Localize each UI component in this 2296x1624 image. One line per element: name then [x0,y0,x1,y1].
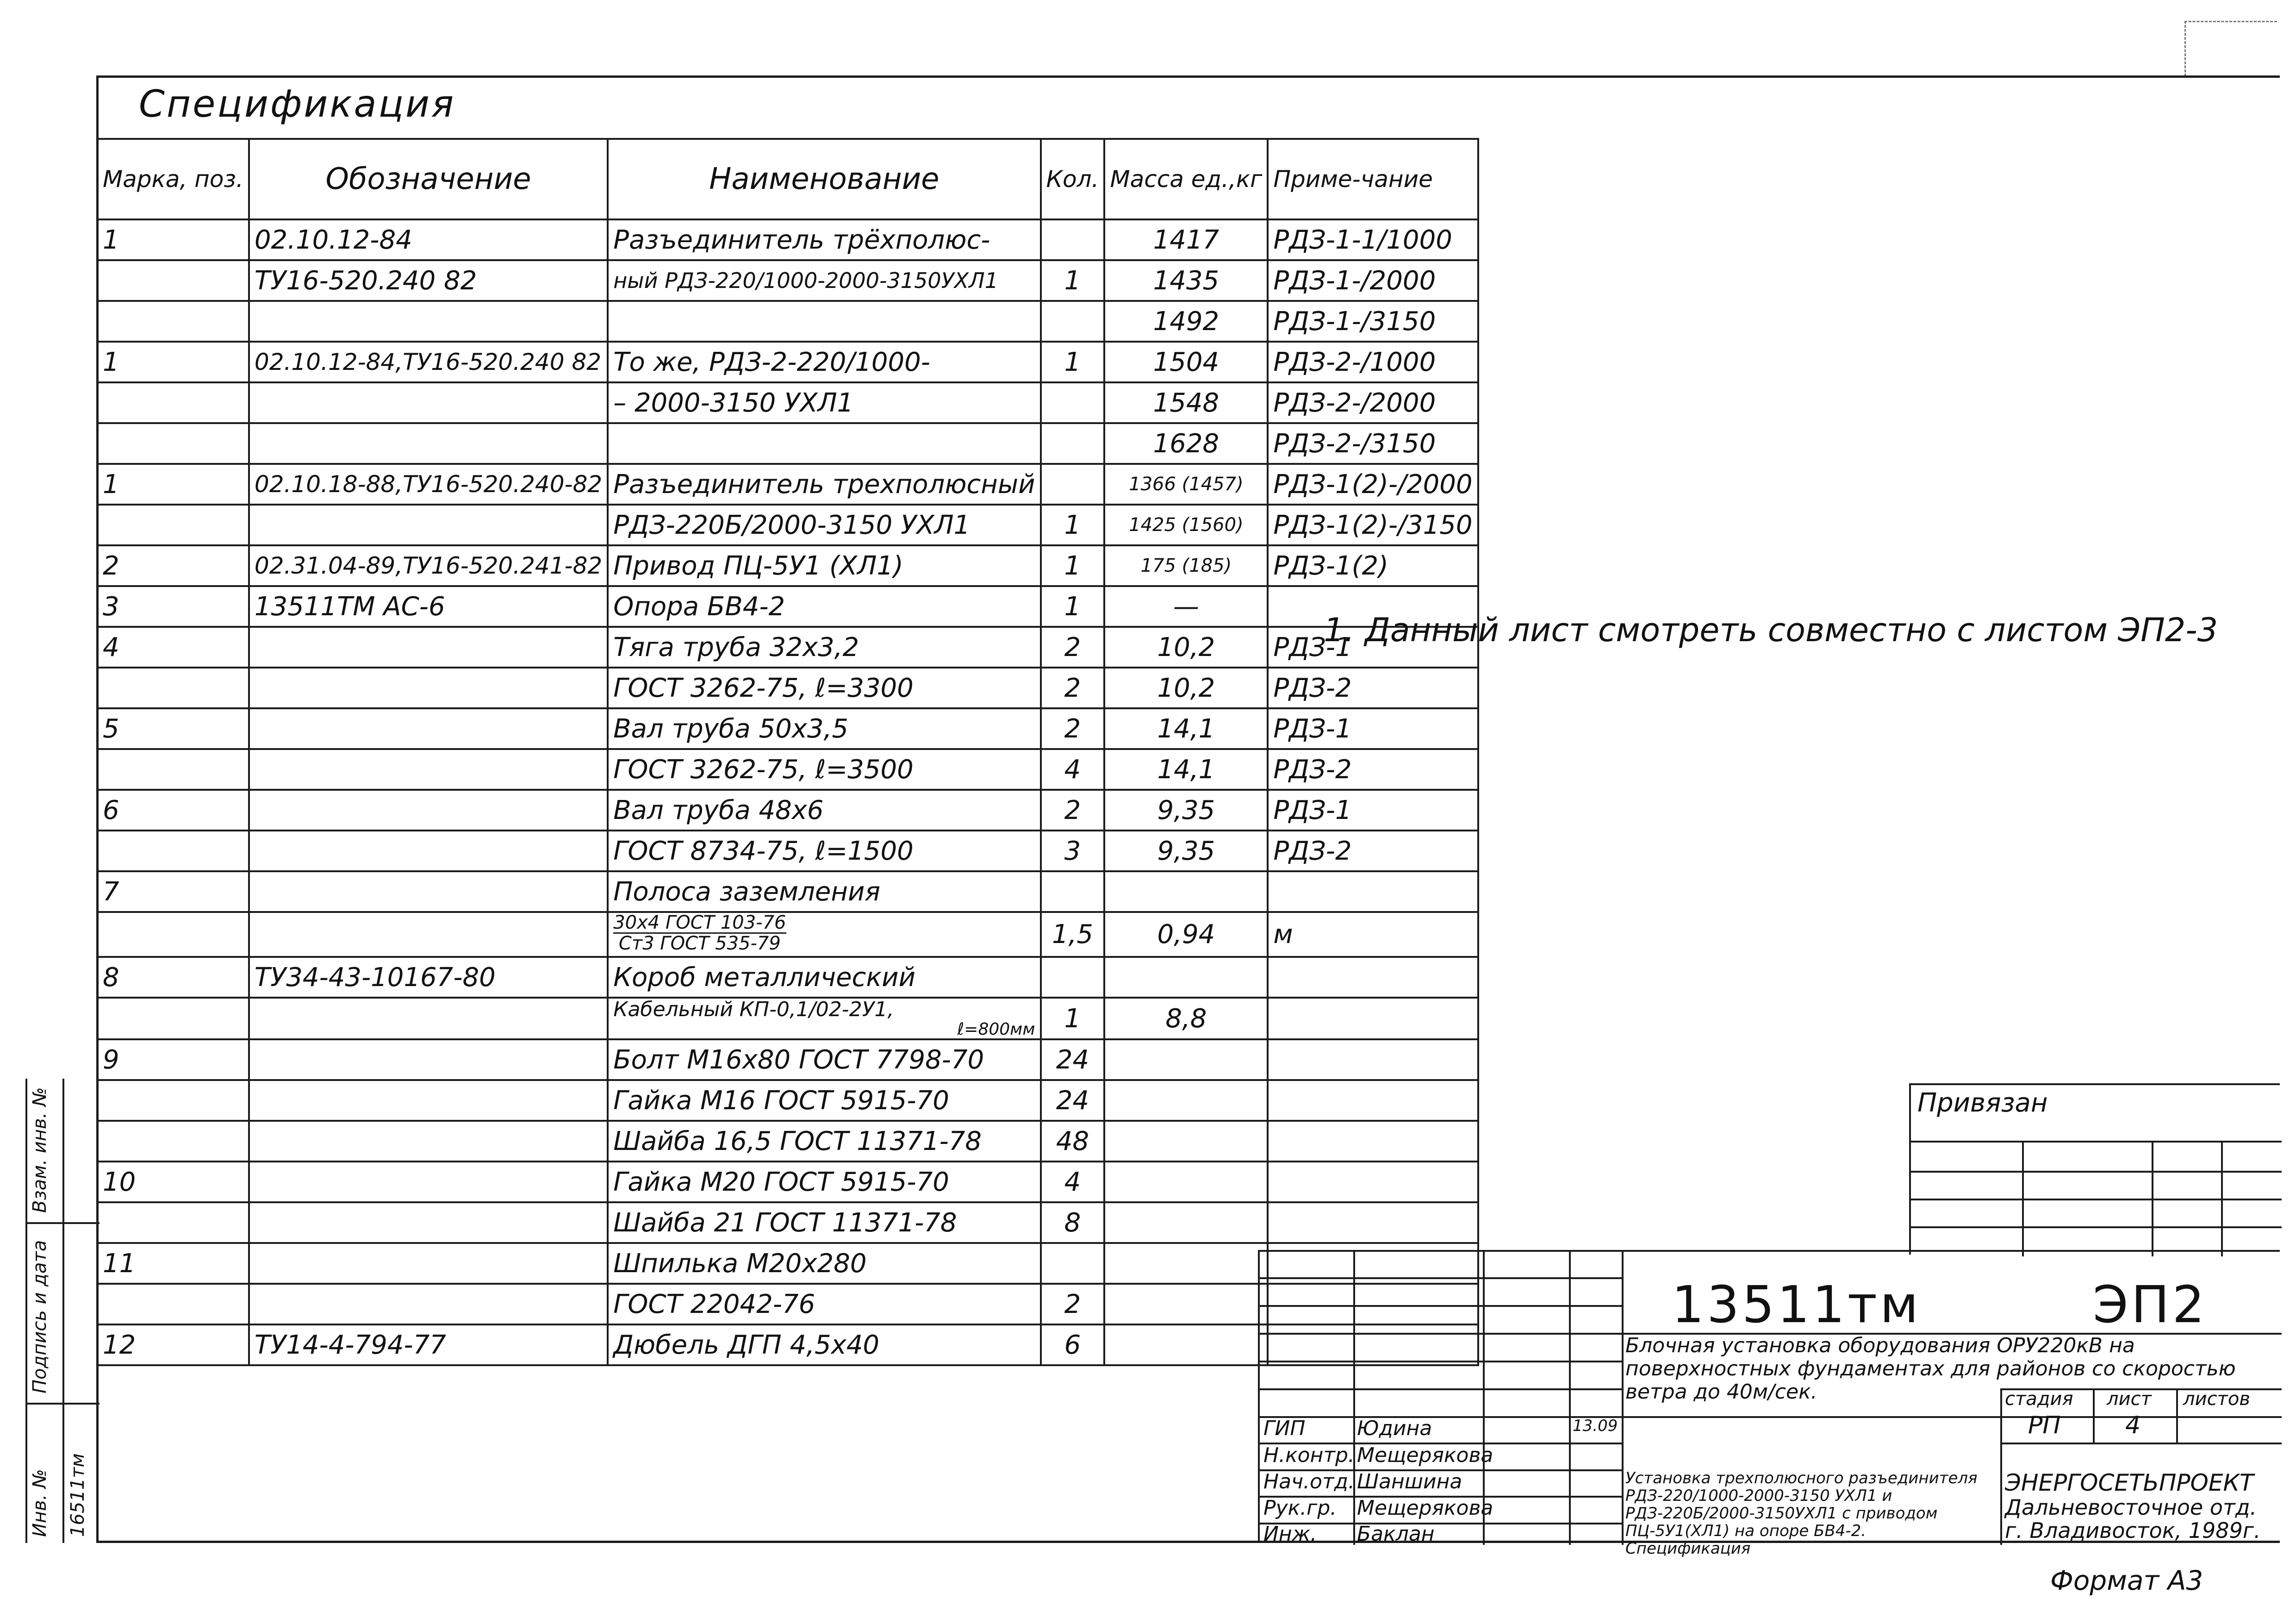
cell-note [1268,1162,1478,1202]
table-row [97,1202,1478,1243]
cell-name: – 2000-3150 УХЛ1 [608,382,1040,423]
tb-grid-line [1260,1277,1622,1279]
cell-name: Привод ПЦ-5У1 (ХЛ1) [608,545,1040,586]
cell-designation [249,1039,608,1080]
table-row [97,342,1478,382]
table-row [97,831,1478,871]
cell-mass [1104,957,1268,998]
org-name: ЭНЕРГОСЕТЬПРОЕКТ [2005,1469,2254,1496]
cell-name: Шайба 21 ГОСТ 11371-78 [608,1202,1040,1243]
cell-note [1268,1202,1478,1243]
table-row [97,586,1478,627]
cell-mass: 1628 [1104,423,1268,464]
format-label: Формат А3 [2050,1565,2203,1596]
cell-name [608,301,1040,342]
cell-name: Короб металлический [608,957,1040,998]
cell-name-line: Кабельный КП-0,1/02-2У1, [613,998,894,1021]
inv-value: 16511тм [67,1453,88,1537]
cell-quantity [1041,301,1105,342]
cell-quantity [1041,871,1105,912]
spec-header-row [97,139,1478,219]
cell-name [608,998,1040,1039]
cell-quantity: 1 [1041,998,1105,1039]
cell-name [608,912,1040,957]
cell-quantity: 2 [1041,708,1105,749]
cell-quantity: 1 [1041,260,1105,301]
side-stamp-line [25,1403,100,1405]
cell-mass [1104,1121,1268,1162]
table-row [97,668,1478,708]
sheets-label: листов [2183,1388,2250,1410]
cell-note: РДЗ-1(2)-/3150 [1268,505,1478,545]
cell-name: Опора БВ4-2 [608,586,1040,627]
tb-grid-line [2000,1388,2002,1545]
table-row [97,627,1478,668]
cell-name: ГОСТ 3262-75, ℓ=3500 [608,749,1040,790]
cell-mass: 1425 (1560) [1104,505,1268,545]
cell-quantity [1041,423,1105,464]
binding-grid-line [1911,1199,2282,1200]
sheet-value: 4 [2125,1412,2141,1439]
role-name: Баклан [1357,1522,1435,1546]
sheet-label: лист [2107,1388,2152,1410]
cell-designation: 02.31.04-89,ТУ16-520.241-82 [249,545,608,586]
table-row [97,505,1478,545]
role-name: Юдина [1357,1417,1432,1440]
cell-position: 2 [97,545,249,586]
cell-mass: 14,1 [1104,749,1268,790]
cell-name: ГОСТ 22042-76 [608,1284,1040,1324]
cell-position: 4 [97,627,249,668]
cell-note: РДЗ-2-/2000 [1268,382,1478,423]
cell-designation: 02.10.12-84,ТУ16-520.240 82 [249,342,608,382]
cell-quantity: 4 [1041,1162,1105,1202]
cell-position: 5 [97,708,249,749]
project-code: 13511тм [1672,1275,1921,1334]
tb-grid-line [1622,1252,1624,1545]
table-row [97,790,1478,831]
cell-quantity: 1 [1041,505,1105,545]
cell-name: ный РДЗ-220/1000-2000-3150УХЛ1 [608,260,1040,301]
cell-designation [249,912,608,957]
spec-title: Спецификация [139,82,456,125]
cell-position [97,1202,249,1243]
cell-position [97,1284,249,1324]
cell-note: РДЗ-1-/2000 [1268,260,1478,301]
cell-note: РДЗ-2 [1268,749,1478,790]
org-city-year: г. Владивосток, 1989г. [2005,1518,2261,1543]
binding-label: Привязан [1917,1088,2048,1118]
cell-quantity: 24 [1041,1080,1105,1121]
table-row [97,1039,1478,1080]
cell-designation: 13511ТМ АС-6 [249,586,608,627]
cell-note [1268,998,1478,1039]
cell-designation [249,301,608,342]
cell-name: Разъединитель трёхполюс- [608,219,1040,260]
cell-quantity [1041,219,1105,260]
cell-mass [1104,1284,1268,1324]
specification-table [96,138,1479,1366]
cell-quantity [1041,1243,1105,1284]
side-stamp-line [25,1079,27,1543]
cell-position [97,301,249,342]
cell-name: ГОСТ 8734-75, ℓ=1500 [608,831,1040,871]
role-name: Мещерякова [1357,1443,1493,1467]
cell-designation: ТУ14-4-794-77 [249,1324,608,1365]
project-title: Блочная установка оборудования ОРУ220кВ на поверхностных фундаментах для районов со скоростью ветра до 40м/сек. [1625,1334,2236,1404]
cell-mass [1104,1202,1268,1243]
cell-position: 10 [97,1162,249,1202]
cell-designation [249,831,608,871]
cell-mass: 1504 [1104,342,1268,382]
cell-quantity: 2 [1041,1284,1105,1324]
cell-position [97,668,249,708]
cell-note: РДЗ-1-1/1000 [1268,219,1478,260]
cell-note: РДЗ-2 [1268,668,1478,708]
cell-position [97,1080,249,1121]
cell-position: 9 [97,1039,249,1080]
role-title: Инж. [1263,1522,1317,1546]
drawing-title: Установка трехполюсного разъединителя РДЗ-220/1000-2000-3150 УХЛ1 и РДЗ-220Б/2000-3150УХЛ1 с приводом ПЦ-5У1(ХЛ1) на опоре БВ4-2. Спецификация [1625,1469,1978,1558]
cell-designation [249,1080,608,1121]
cell-designation: ТУ34-43-10167-80 [249,957,608,998]
cell-mass: 10,2 [1104,668,1268,708]
table-row [97,260,1478,301]
cell-quantity: 8 [1041,1202,1105,1243]
cell-position [97,1121,249,1162]
table-row [97,749,1478,790]
cell-note: РДЗ-1 [1268,627,1478,668]
cell-name: То же, РДЗ-2-220/1000- [608,342,1040,382]
cell-note: РДЗ-1 [1268,790,1478,831]
cell-note: РДЗ-1-/3150 [1268,301,1478,342]
cell-designation [249,998,608,1039]
cell-position: 12 [97,1324,249,1365]
cell-quantity: 1 [1041,545,1105,586]
role-title: Рук.гр. [1263,1496,1337,1520]
cell-mass: 1435 [1104,260,1268,301]
cell-position: 3 [97,586,249,627]
table-row [97,219,1478,260]
cell-quantity: 1,5 [1041,912,1105,957]
col-header-name: Наименование [608,139,1040,219]
table-row [97,957,1478,998]
table-row [97,301,1478,342]
cell-position [97,998,249,1039]
cell-name: Тяга труба 32х3,2 [608,627,1040,668]
cell-quantity: 2 [1041,627,1105,668]
stage-value: РП [2028,1412,2061,1439]
cell-position [97,382,249,423]
cell-name: Полоса заземления [608,871,1040,912]
cell-note: РДЗ-1(2)-/2000 [1268,464,1478,505]
cell-designation [249,749,608,790]
cell-quantity [1041,382,1105,423]
stage-label: стадия [2005,1388,2073,1410]
binding-grid-line [1911,1141,2282,1143]
cell-note [1268,1080,1478,1121]
col-header-note: Приме-чание [1268,139,1478,219]
role-title: ГИП [1263,1417,1306,1440]
cell-quantity: 48 [1041,1121,1105,1162]
cell-note: РДЗ-1 [1268,708,1478,749]
cell-name: Гайка М16 ГОСТ 5915-70 [608,1080,1040,1121]
cell-mass: 1492 [1104,301,1268,342]
cell-quantity: 2 [1041,668,1105,708]
cell-position [97,260,249,301]
cell-note: РДЗ-1(2) [1268,545,1478,586]
cell-name: Разъединитель трехполюсный [608,464,1040,505]
cell-name: Болт М16х80 ГОСТ 7798-70 [608,1039,1040,1080]
cell-mass: 8,8 [1104,998,1268,1039]
cell-designation [249,382,608,423]
sheet-corner-mark [2184,21,2277,76]
table-row [97,382,1478,423]
role-name: Мещерякова [1357,1496,1493,1520]
table-row [97,998,1478,1039]
cell-quantity: 2 [1041,790,1105,831]
cell-mass: 0,94 [1104,912,1268,957]
cell-name: Вал труба 50х3,5 [608,708,1040,749]
cell-mass: 1417 [1104,219,1268,260]
side-stamp-line [25,1222,100,1224]
cell-position: 8 [97,957,249,998]
cell-name [608,423,1040,464]
cell-quantity: 3 [1041,831,1105,871]
cell-note: м [1268,912,1478,957]
cell-quantity: 1 [1041,342,1105,382]
cell-designation: ТУ16-520.240 82 [249,260,608,301]
tb-grid-line [1569,1252,1571,1545]
cell-mass [1104,1080,1268,1121]
cell-mass: — [1104,586,1268,627]
col-header-mass: Масса ед.,кг [1104,139,1268,219]
cell-name-subline: ℓ=800мм [957,1020,1035,1039]
cell-position: 7 [97,871,249,912]
cell-mass [1104,1324,1268,1365]
col-header-designation: Обозначение [249,139,608,219]
cell-position: 1 [97,464,249,505]
cell-position [97,749,249,790]
title-block [1258,1250,2280,1558]
col-header-pos: Марка, поз. [97,139,249,219]
cell-mass: 175 (185) [1104,545,1268,586]
binding-grid-line [1911,1226,2282,1228]
binding-box [1909,1083,2280,1255]
cell-mass: 1366 (1457) [1104,464,1268,505]
tb-grid-line [1260,1361,1622,1362]
cell-mass [1104,871,1268,912]
cell-note [1268,957,1478,998]
cell-mass [1104,1162,1268,1202]
table-row [97,1080,1478,1121]
cell-note: РДЗ-2 [1268,831,1478,871]
cell-mass [1104,1039,1268,1080]
table-row [97,464,1478,505]
table-row [97,912,1478,957]
cell-note [1268,1039,1478,1080]
cell-mass: 14,1 [1104,708,1268,749]
cell-designation [249,423,608,464]
cell-mass: 9,35 [1104,790,1268,831]
tb-grid-line [1260,1333,1622,1335]
binding-grid-line [2152,1141,2153,1256]
inv-label: Инв. № [29,1469,50,1537]
fraction-top: 30х4 ГОСТ 103-76 [613,912,786,933]
org-division: Дальневосточное отд. [2005,1495,2257,1520]
cell-designation [249,627,608,668]
cell-note [1268,871,1478,912]
cell-designation [249,1243,608,1284]
sign-date-label: Подпись и дата [29,1240,50,1393]
cell-position: 1 [97,219,249,260]
cell-name: ГОСТ 3262-75, ℓ=3300 [608,668,1040,708]
cell-position [97,505,249,545]
cell-designation [249,790,608,831]
cell-designation [249,668,608,708]
table-row [97,1121,1478,1162]
cell-designation: 02.10.12-84 [249,219,608,260]
cell-designation [249,1121,608,1162]
fraction-spec [613,913,786,953]
spec-body [97,219,1478,1365]
cell-name: РДЗ-220Б/2000-3150 УХЛ1 [608,505,1040,545]
cell-note [1268,1121,1478,1162]
table-row [97,708,1478,749]
binding-grid-line [2022,1141,2024,1256]
cell-designation [249,505,608,545]
cell-position [97,831,249,871]
cell-designation [249,708,608,749]
cell-designation [249,1202,608,1243]
side-stamp [25,1079,100,1543]
cell-mass: 9,35 [1104,831,1268,871]
cell-mass [1104,1243,1268,1284]
cell-quantity [1041,957,1105,998]
role-title: Нач.отд. [1263,1470,1355,1493]
general-note: 1. Данный лист смотреть совместно с листом ЭП2-3 [1324,611,2218,649]
cell-designation [249,1162,608,1202]
cell-quantity: 1 [1041,586,1105,627]
cell-position [97,423,249,464]
cell-designation [249,871,608,912]
cell-name: Гайка М20 ГОСТ 5915-70 [608,1162,1040,1202]
cell-mass: 10,2 [1104,627,1268,668]
cell-mass: 1548 [1104,382,1268,423]
sheet-code: ЭП2 [2093,1275,2208,1334]
role-title: Н.контр. [1263,1443,1355,1467]
cell-note: РДЗ-2-/3150 [1268,423,1478,464]
table-row [97,423,1478,464]
cell-name: Шпилька М20х280 [608,1243,1040,1284]
cell-position: 1 [97,342,249,382]
role-date: 13.09 [1573,1417,1618,1435]
cell-position: 11 [97,1243,249,1284]
cell-position: 6 [97,790,249,831]
binding-grid-line [2221,1141,2223,1256]
tb-grid-line [1260,1388,1622,1390]
table-row [97,545,1478,586]
table-row [97,1162,1478,1202]
cell-position [97,912,249,957]
cell-note: РДЗ-2-/1000 [1268,342,1478,382]
tb-grid-line [1260,1305,1622,1307]
role-name: Шаншина [1357,1470,1462,1493]
tb-grid-line [2000,1443,2282,1444]
fraction-bottom: Ст3 ГОСТ 535-79 [618,933,781,954]
cell-name: Вал труба 48х6 [608,790,1040,831]
swap-inv-label: Взам. инв. № [29,1087,50,1213]
col-header-qty: Кол. [1041,139,1105,219]
cell-quantity [1041,464,1105,505]
cell-quantity: 24 [1041,1039,1105,1080]
cell-designation: 02.10.18-88,ТУ16-520.240-82 [249,464,608,505]
cell-name: Дюбель ДГП 4,5х40 [608,1324,1040,1365]
cell-quantity: 4 [1041,749,1105,790]
binding-grid-line [1911,1171,2282,1173]
cell-designation [249,1284,608,1324]
cell-name: Шайба 16,5 ГОСТ 11371-78 [608,1121,1040,1162]
table-row [97,871,1478,912]
cell-quantity: 6 [1041,1324,1105,1365]
side-stamp-line [62,1079,64,1543]
tb-grid-line [1353,1252,1355,1545]
